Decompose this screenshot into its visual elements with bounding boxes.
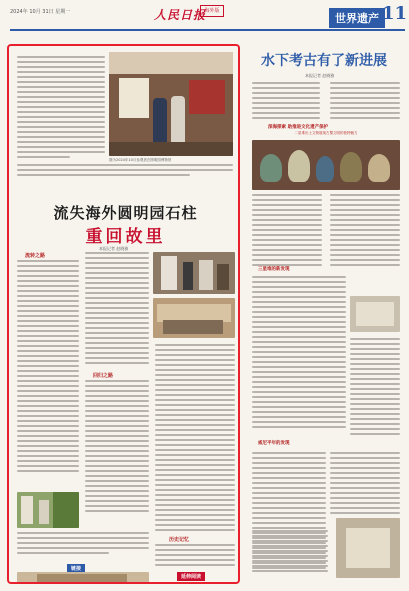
page-number: 11 xyxy=(382,3,408,24)
header-rule xyxy=(10,29,405,31)
section-heading-2: 回归之路 xyxy=(93,373,114,379)
left-article[interactable] xyxy=(7,44,240,584)
right-subtitle-2: 三星堆的新发现 xyxy=(258,267,290,272)
link-tag: 链接 xyxy=(67,564,85,573)
pillar-photo-2 xyxy=(153,298,235,338)
section-heading-1: 流转之路 xyxy=(25,253,46,259)
garden-photo xyxy=(17,492,79,528)
section-heading-3: 历史记忆 xyxy=(169,537,190,543)
section-title: 世界遗产 xyxy=(329,8,385,28)
link-box-text xyxy=(17,532,149,557)
right-byline: 本报记者 赵晓雅 xyxy=(305,73,335,78)
historical-engraving xyxy=(17,572,149,584)
right-col-1-top xyxy=(252,82,320,122)
right-col-text-3 xyxy=(252,276,346,431)
right-headline: 水下考古有了新进展 xyxy=(261,53,387,69)
article-headline: 流失海外圆明园石柱 xyxy=(53,204,198,222)
right-col-1-mid xyxy=(252,194,322,269)
column-3b-text xyxy=(155,544,235,569)
column-2b-text xyxy=(85,380,149,515)
right-subtitle-3: 威尼平年的发现 xyxy=(258,441,290,446)
right-photo-title: 二星堆出土文物展现古蜀文明的独特魅力 xyxy=(294,131,358,135)
column-1-text xyxy=(17,260,79,475)
sunken-artifact-photo xyxy=(336,518,400,578)
masthead: 人民日报 xyxy=(154,8,207,22)
right-col-text-4 xyxy=(350,338,400,438)
lead-text-block xyxy=(17,164,233,179)
artifacts-photo xyxy=(252,140,400,190)
article-subhead: 重回故里 xyxy=(85,227,166,247)
article-byline: 本报记者 赵晓雅 xyxy=(99,246,129,251)
masthead-edition: 海外版 xyxy=(200,5,224,17)
column-2-text xyxy=(85,252,149,367)
photo-caption: 图为2024年10月参观者在圆明园博物馆 xyxy=(109,158,172,162)
further-reading-tag: 延伸阅读 xyxy=(177,572,205,581)
relic-photo xyxy=(350,296,400,332)
issue-date: 2024年 10月 31日 星期一 xyxy=(10,9,71,15)
right-col-text-6 xyxy=(330,452,400,517)
right-col-2-top xyxy=(330,82,400,122)
right-col-text-7 xyxy=(252,530,328,575)
right-subtitle-1: 深海探索 助推进文化遗产保护 xyxy=(268,125,329,130)
exhibition-photo xyxy=(109,52,233,156)
intro-text-block xyxy=(17,56,105,161)
pillar-photo-1 xyxy=(153,252,235,294)
right-col-2-mid xyxy=(330,194,400,269)
column-3-text xyxy=(155,344,235,534)
page-header xyxy=(4,2,408,42)
